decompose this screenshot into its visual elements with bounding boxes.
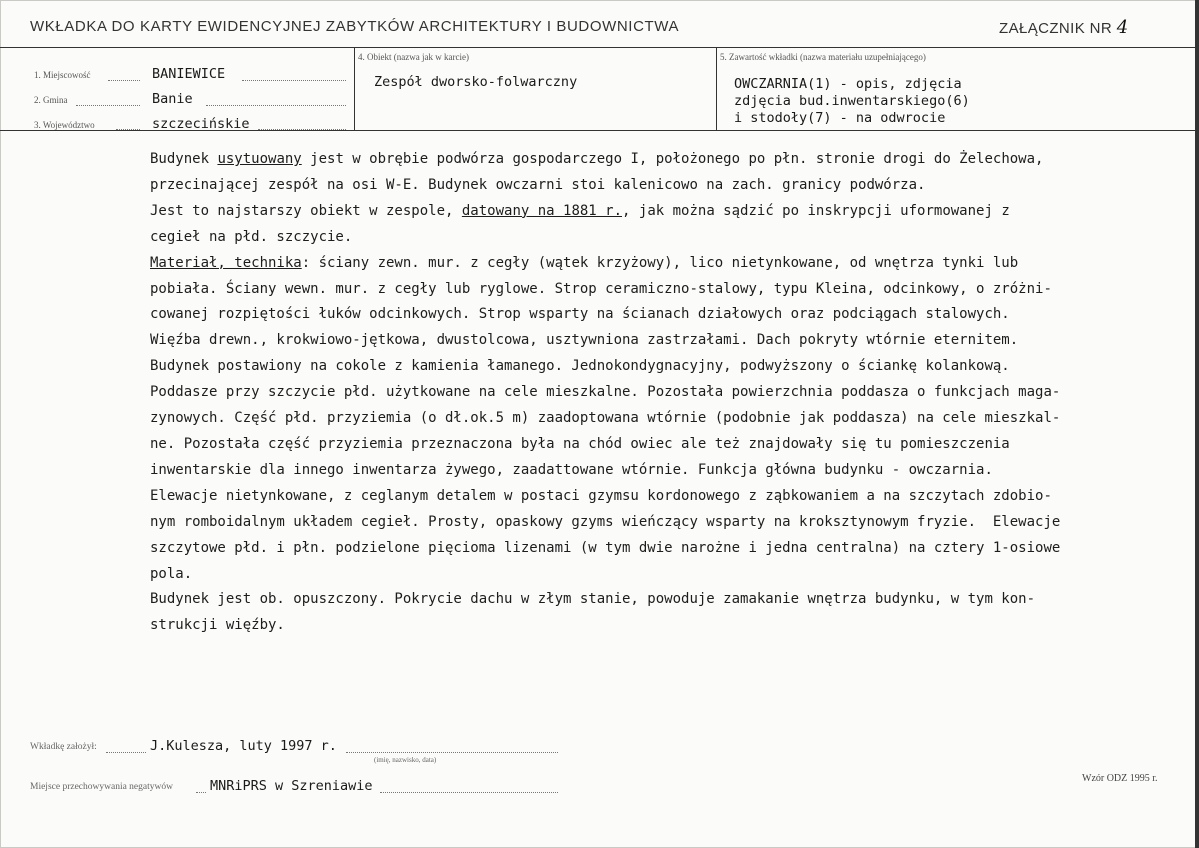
- contents-line: zdjęcia bud.inwentarskiego(6): [734, 93, 970, 109]
- author-value: J.Kulesza, luty 1997 r.: [150, 738, 337, 754]
- text-run: szczytowe płd. i płn. podzielone pięcioma lizenami (w tym dwie narożne i jedna centralna) na cztery 1-osiowe: [150, 539, 1061, 556]
- description-text: [150, 147, 1075, 639]
- text-run: Budynek: [150, 151, 218, 167]
- description-line: [150, 613, 1075, 639]
- text-run: inwentarskie dla innego inwentarza żywego, zaadattowane wtórnie. Funkcja główna budynku - owczarnia.: [150, 461, 993, 478]
- negatives-dots-left: [196, 792, 206, 793]
- description-line: [150, 251, 1075, 277]
- voivodeship-dots-right: [258, 129, 346, 130]
- text-run: przecinającej zespół na osi W-E. Budynek owczarni stoi kalenicowo na zach. granicy podwórza.: [150, 176, 926, 193]
- underlined-phrase: Materiał, technika: [150, 254, 302, 271]
- text-run: Poddasze przy szczycie płd. użytkowane na cele mieszkalne. Pozostała powierzchnia poddasza o funkcjach maga-: [150, 384, 1061, 401]
- place-value: BANIEWICE: [152, 66, 226, 82]
- description-line: [150, 562, 1075, 588]
- author-dots-left: [106, 752, 146, 753]
- author-dots-right: [346, 752, 558, 753]
- column-divider-1: [354, 47, 355, 131]
- description-line: [150, 277, 1075, 303]
- description-line: [150, 328, 1075, 354]
- text-run: Budynek postawiony na cokole z kamienia łamanego. Jednokondygnacyjny, podwyższony o ściankę kolankową.: [150, 358, 1010, 375]
- column-divider-2: [716, 47, 717, 131]
- form-title: WKŁADKA DO KARTY EWIDENCYJNEJ ZABYTKÓW ARCHITEKTURY I BUDOWNICTWA: [30, 18, 680, 35]
- place-dots-right: [242, 80, 346, 81]
- description-line: [150, 484, 1075, 510]
- contents-line: i stodoły(7) - na odwrocie: [734, 110, 946, 126]
- author-label: Wkładkę założył:: [30, 742, 97, 752]
- text-run: pobiała. Ściany wewn. mur. z cegły lub ryglowe. Strop ceramiczno-stalowy, typu Kleina, odcinkowy, o zróżni-: [150, 280, 1052, 297]
- text-run: Jest to najstarszy obiekt w zespole,: [150, 202, 462, 219]
- annex-label-text: ZAŁĄCZNIK NR: [999, 20, 1113, 37]
- description-line: [150, 173, 1075, 199]
- description-line: [150, 380, 1075, 406]
- description-line: [150, 147, 1075, 173]
- contents-line: OWCZARNIA(1) - opis, zdjęcia: [734, 76, 962, 92]
- voivodeship-label: 3. Województwo: [34, 120, 95, 130]
- description-line: [150, 432, 1075, 458]
- negatives-label: Miejsce przechowywania negatywów: [30, 782, 173, 792]
- text-run: jest w obrębie podwórza gospodarczego I, położonego po płn. stronie drogi do Żelechowa,: [301, 151, 1044, 167]
- contents-label: 5. Zawartość wkładki (nazwa materiału uzupełniającego): [720, 52, 926, 62]
- object-value: Zespół dworsko-folwarczny: [374, 74, 578, 90]
- text-run: Więźba drewn., krokwiowo-jętkowa, dwustolcowa, usztywniona zastrzałami. Dach pokryty wtórnie eternitem.: [150, 332, 1019, 349]
- description-line: [150, 406, 1075, 432]
- scan-edge: [1195, 0, 1199, 848]
- text-run: cegieł na płd. szczycie.: [150, 228, 353, 245]
- commune-value: Banie: [152, 91, 193, 107]
- underlined-phrase: usytuowany: [217, 151, 302, 167]
- text-run: nym romboidalnym układem cegieł. Prosty, opaskowy gzyms wieńczący wsparty na kroksztynowym fryzie. Elewacje: [150, 513, 1061, 530]
- text-run: : ściany zewn. mur. z cegły (wątek krzyżowy), lico nietynkowane, od wnętrza tynki lub: [301, 254, 1019, 271]
- commune-label: 2. Gmina: [34, 95, 68, 105]
- place-dots-left: [108, 80, 140, 81]
- text-run: cowanej rozpiętości łuków odcinkowych. Strop wsparty na ścianach działowych oraz podciągach stalowych.: [150, 306, 1010, 323]
- description-line: [150, 302, 1075, 328]
- commune-dots-left: [76, 105, 140, 106]
- voivodeship-dots-left: [116, 129, 140, 130]
- description-line: [150, 458, 1075, 484]
- text-run: Elewacje nietynkowane, z ceglanym detalem w postaci gzymsu kordonowego z ząbkowaniem a na szczytach zdobio-: [150, 487, 1052, 504]
- text-run: ne. Pozostała część przyziemia przeznaczona była na chód owiec ale też znajdowały się tu pomieszczenia: [150, 435, 1010, 452]
- commune-dots-right: [206, 105, 346, 106]
- place-label: 1. Miejscowość: [34, 70, 91, 80]
- top-rule: [0, 47, 1195, 48]
- annex-label: [999, 17, 1129, 38]
- text-run: strukcji więźby.: [150, 617, 285, 634]
- description-line: [150, 354, 1075, 380]
- negatives-dots-right: [380, 792, 558, 793]
- description-line: [150, 510, 1075, 536]
- description-line: [150, 536, 1075, 562]
- description-line: [150, 225, 1075, 251]
- underlined-phrase: datowany na 1881 r.: [461, 202, 623, 219]
- object-label: 4. Obiekt (nazwa jak w karcie): [358, 52, 469, 62]
- author-hint: (imię, nazwisko, data): [374, 756, 437, 764]
- negatives-value: MNRiPRS w Szreniawie: [210, 778, 373, 794]
- text-run: , jak można sądzić po inskrypcji uformowanej z: [622, 202, 1010, 219]
- text-run: Budynek jest ob. opuszczony. Pokrycie dachu w złym stanie, powoduje zamakanie wnętrza budynku, w tym kon-: [150, 591, 1036, 608]
- description-line: [150, 199, 1075, 225]
- description-line: [150, 587, 1075, 613]
- text-run: zynowych. Część płd. przyziemia (o dł.ok.5 m) zaadoptowana wtórnie (podobnie jak poddasza) na cele mieszkal-: [150, 410, 1061, 427]
- voivodeship-value: szczecińskie: [152, 116, 250, 132]
- annex-number: 4: [1116, 17, 1129, 38]
- template-note: Wzór ODZ 1995 r.: [1082, 773, 1158, 784]
- text-run: pola.: [150, 565, 193, 582]
